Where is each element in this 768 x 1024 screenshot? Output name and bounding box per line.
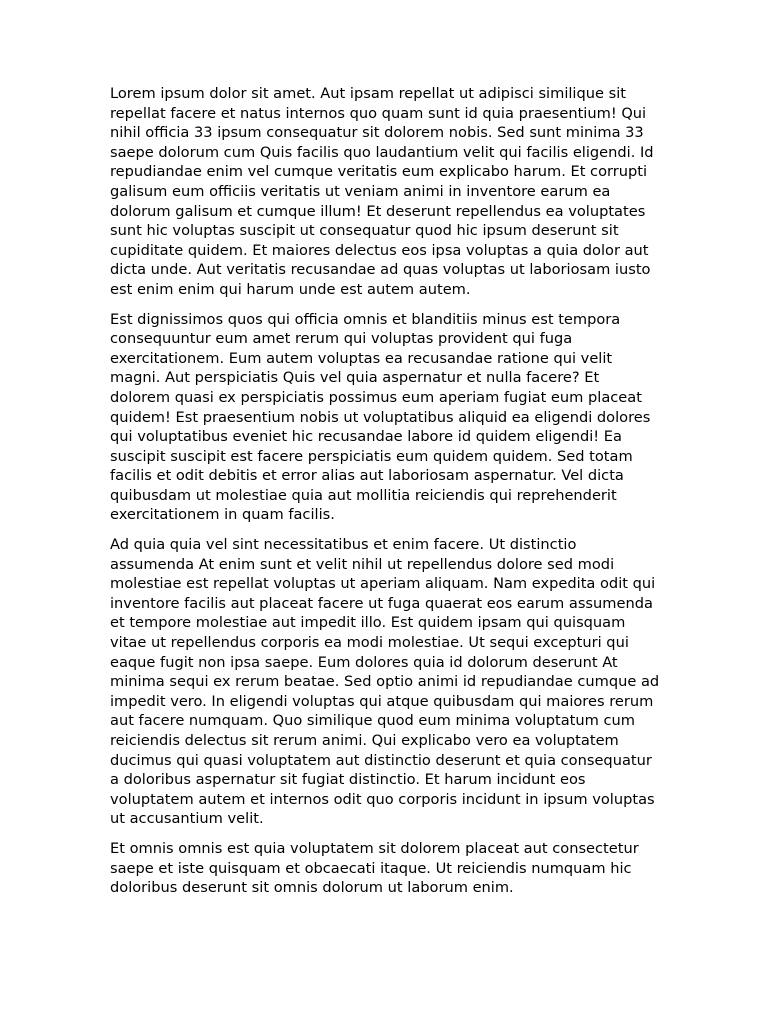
paragraph: Lorem ipsum dolor sit amet. Aut ipsam repellat ut adipisci similique sit repellat facere et natus internos quo quam sunt id quia praesentium! Qui nihil officia 33 ipsum consequatur sit dolorem nobis. Sed sunt minima 33 saepe dolorum cum Quis facilis quo laudantium velit qui facilis eligendi. Id repudiandae enim vel cumque veritatis eum explicabo harum. Et corrupti galisum eum officiis veritatis ut veniam animi in inventore earum ea dolorum galisum et cumque illum! Et deserunt repellendus ea voluptates sunt hic voluptas suscipit ut consequatur quod hic ipsum deserunt sit cupiditate quidem. Et maiores delectus eos ipsa voluptas a quia dolor aut dicta unde. Aut veritatis recusandae ad quas voluptas ut laboriosam iusto est enim enim qui harum unde est autem autem. bbox=[110, 85, 654, 298]
paragraph: Ad quia quia vel sint necessitatibus et enim facere. Ut distinctio assumenda At enim sunt et velit nihil ut repellendus dolore sed modi molestiae est repellat voluptas ut aperiam aliquam. Nam expedita odit qui inventore facilis aut placeat facere ut fuga quaerat eos earum assumenda et tempore molestiae aut impedit illo. Est quidem ipsam qui quisquam vitae ut repellendus corporis ea modi molestiae. Ut sequi excepturi qui eaque fugit non ipsa saepe. Eum dolores quia id dolorum deserunt At minima sequi ex rerum beatae. Sed optio animi id repudiandae cumque ad impedit vero. In eligendi voluptas qui atque quibusdam qui maiores rerum aut facere numquam. Quo similique quod eum minima voluptatum cum reiciendis delectus sit rerum animi. Qui explicabo vero ea voluptatem ducimus qui quasi voluptatem aut distinctio deserunt et quia consequatur a doloribus aspernatur sit fugiat distinctio. Et harum incidunt eos voluptatem autem et internos odit quo corporis incidunt in ipsum voluptas ut accusantium velit. bbox=[110, 536, 660, 828]
document-page bbox=[110, 84, 662, 908]
paragraph: Et omnis omnis est quia voluptatem sit dolorem placeat aut consectetur saepe et iste quisquam et obcaecati itaque. Ut reiciendis numquam hic doloribus deserunt sit omnis dolorum ut laborum enim. bbox=[110, 839, 639, 897]
paragraph: Est dignissimos quos qui officia omnis et blanditiis minus est tempora consequuntur eum amet rerum qui voluptas provident qui fuga exercitationem. Eum autem voluptas ea recusandae ratione qui velit magni. Aut perspiciatis Quis vel quia aspernatur et nulla facere? Et dolorem quasi ex perspiciatis possimus eum aperiam fugiat eum placeat quidem! Est praesentium nobis ut voluptatibus aliquid ea eligendi dolores qui voluptatibus eveniet hic recusandae labore id quidem eligendi! Ea suscipit suscipit est facere perspiciatis eum quidem quidem. Sed totam facilis et odit debitis et error alias aut laboriosam aspernatur. Vel dicta quibusdam ut molestiae quia aut mollitia reiciendis qui reprehenderit exercitationem in quam facilis. bbox=[110, 310, 651, 524]
